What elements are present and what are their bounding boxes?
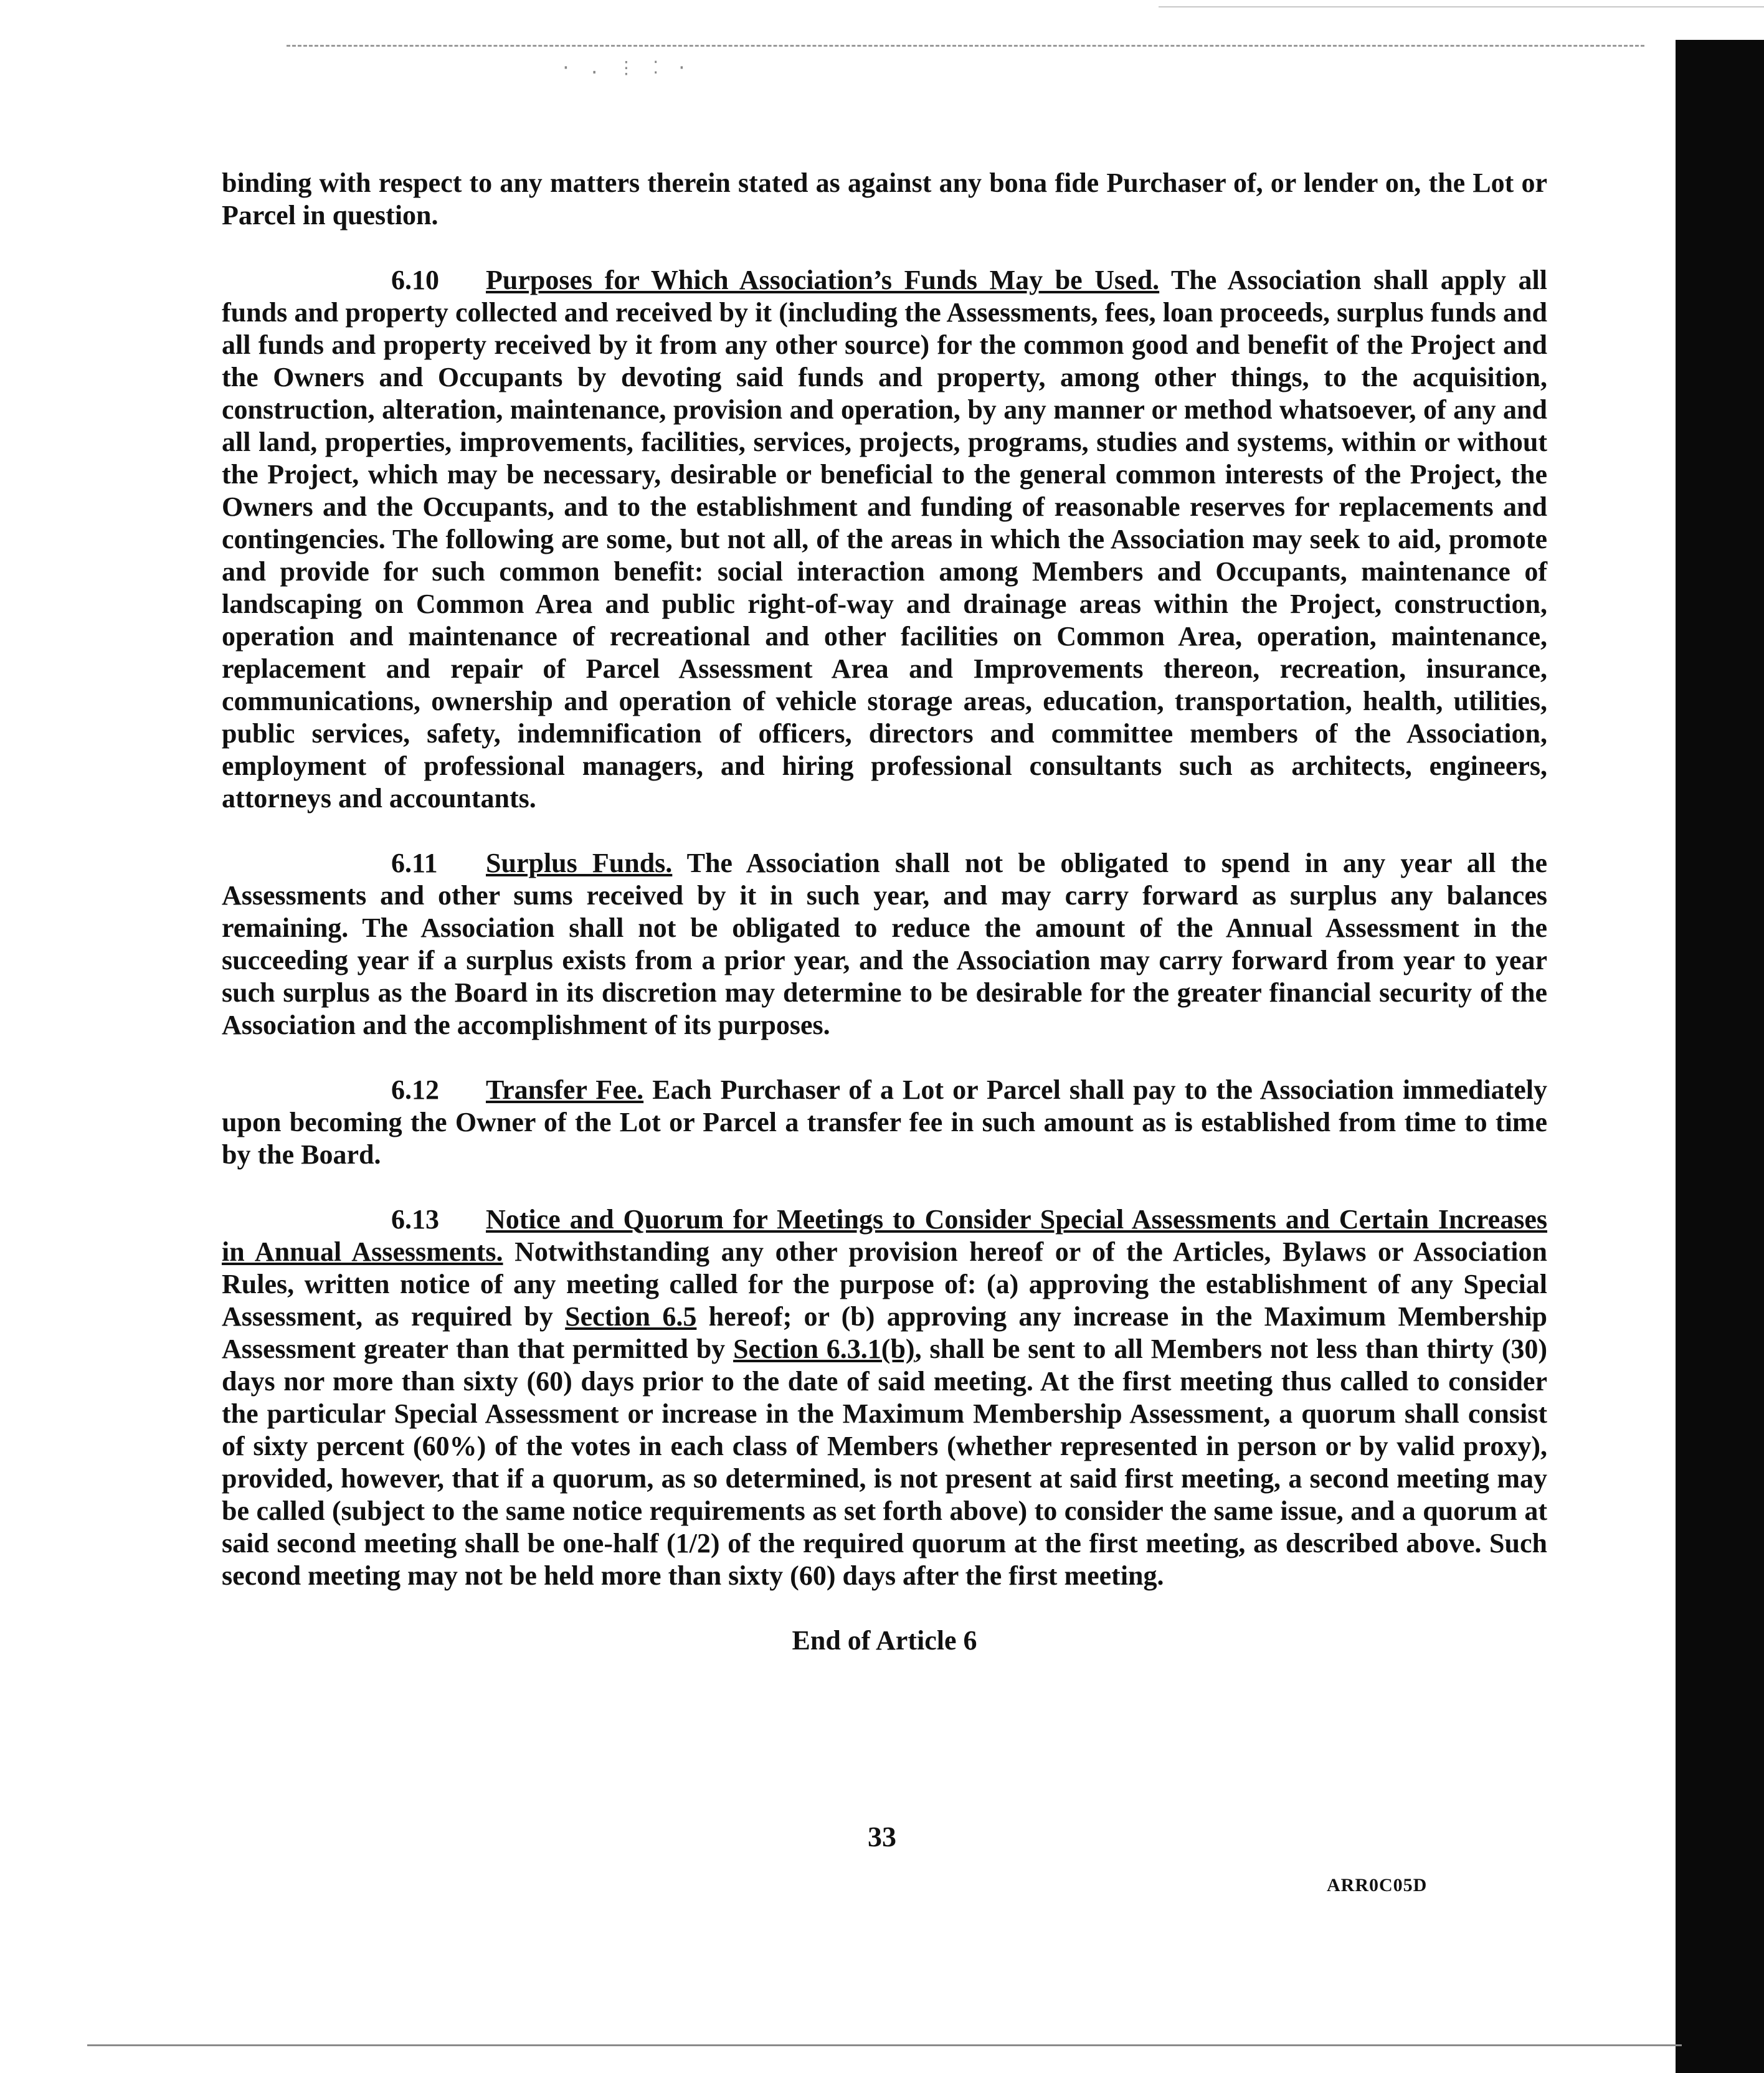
document-code: ARR0C05D [1327,1875,1428,1895]
document-page [222,167,1547,1689]
opening-paragraph: binding with respect to any matters therein stated as against any bona fide Purchaser of, or lender on, the Lot or Parcel in question. [222,168,1547,230]
section-heading: Surplus Funds. [486,848,673,878]
section-body-part-3: , shall be sent to all Members not less than thirty (30) days nor more than sixty (60) days prior to the date of said meeting. At the first meeting thus called to consider the particular Special Assessment or increase in the Maximum Membership Assessment, a quorum shall consist of sixty percent (60%) of the votes in each class of Members (whether represented in person or by valid proxy), provided, however, that if a quorum, as so determined, is not present at said first meeting, a second meeting may be called (subject to the same notice requirements as set forth above) to consider the same issue, and a quorum at said second meeting shall be one-half (1/2) of the required quorum at the first meeting, as described above. Such second meeting may not be held more than sixty (60) days after the first meeting. [222,1334,1547,1591]
scan-dark-edge [1676,40,1764,2073]
section-body: The Association shall not be obligated to spend in any year all the Assessments and other sums received by it in such year, and may carry forward as surplus any balances remaining. The Association shall not be obligated to reduce the amount of the Annual Assessment in the succeeding year if a surplus exists from a prior year, and the Association may carry forward from year to year such surplus as the Board in its discretion may determine to be desirable for the greater financial security of the Association and the accomplishment of its purposes. [222,848,1548,1040]
section-reference-link: Section 6.3.1(b) [733,1334,915,1364]
scan-artifact-line [1159,6,1764,7]
scan-artifact-bottom-line [87,2044,1682,2046]
section-number: 6.10 [391,265,439,295]
section-6-10 [222,264,1547,815]
scan-artifact-dashed-line [287,45,1644,47]
section-reference-link: Section 6.5 [565,1301,697,1332]
section-heading: Transfer Fee. [486,1074,644,1105]
section-body-part-1: Notwithstanding any other provision hereof or of the Articles, Bylaws or Association Rules, written notice of any meeting called for the purpose of: (a) approving the establishment of any Special Assessment, as required by [222,1236,1547,1332]
section-6-12 [222,1074,1547,1171]
section-body: The Association shall apply all funds and property collected and received by it (including the Assessments, fees, loan proceeds, surplus funds and all funds and property received by it from any other source) for the common good and benefit of the Project and the Owners and Occupants by devoting said funds and property, among other things, to the acquisition, construction, alteration, maintenance, provision and operation, by any manner or method whatsoever, of any and all land, properties, improvements, facilities, services, projects, programs, studies and systems, within or without the Project, which may be necessary, desirable or beneficial to the general common interests of the Project, the Owners and the Occupants, and to the establishment and funding of reasonable reserves for replacements and contingencies. The following are some, but not all, of the areas in which the Association may seek to aid, promote and provide for such common benefit: social interaction among Members and Occupants, maintenance of landscaping on Common Area and public right-of-way and drainage areas within the Project, construction, operation and maintenance of recreational and other facilities on Common Area, operation, maintenance, replacement and repair of Parcel Assessment Area and Improvements thereon, recreation, insurance, communications, ownership and operation of vehicle storage areas, education, transportation, health, utilities, public services, safety, indemnification of officers, directors and committee members of the Association, employment of professional managers, and hiring professional consultants such as architects, engineers, attorneys and accountants. [222,265,1547,814]
section-body: Each Purchaser of a Lot or Parcel shall pay to the Association immediately upon becoming the Owner of the Lot or Parcel a transfer fee in such amount as is established from time to time by the Board. [222,1074,1547,1170]
page-number: 33 [868,1821,896,1852]
end-of-article-note: End of Article 6 [792,1625,977,1656]
section-number: 6.13 [391,1204,439,1235]
scan-artifact-specks: · . ⋮ ⁚ · [561,57,691,78]
section-body-part-2: hereof; or (b) approving any increase in the Maximum Membership Assessment greater than that permitted by [222,1301,1547,1364]
section-6-13 [222,1203,1547,1592]
section-heading: Purposes for Which Association’s Funds May be Used. [486,265,1160,295]
section-number: 6.11 [391,848,438,878]
section-heading: Notice and Quorum for Meetings to Consider Special Assessments and Certain Increases in Annual Assessments. [222,1204,1547,1267]
section-number: 6.12 [391,1074,439,1105]
section-6-11 [222,847,1547,1041]
